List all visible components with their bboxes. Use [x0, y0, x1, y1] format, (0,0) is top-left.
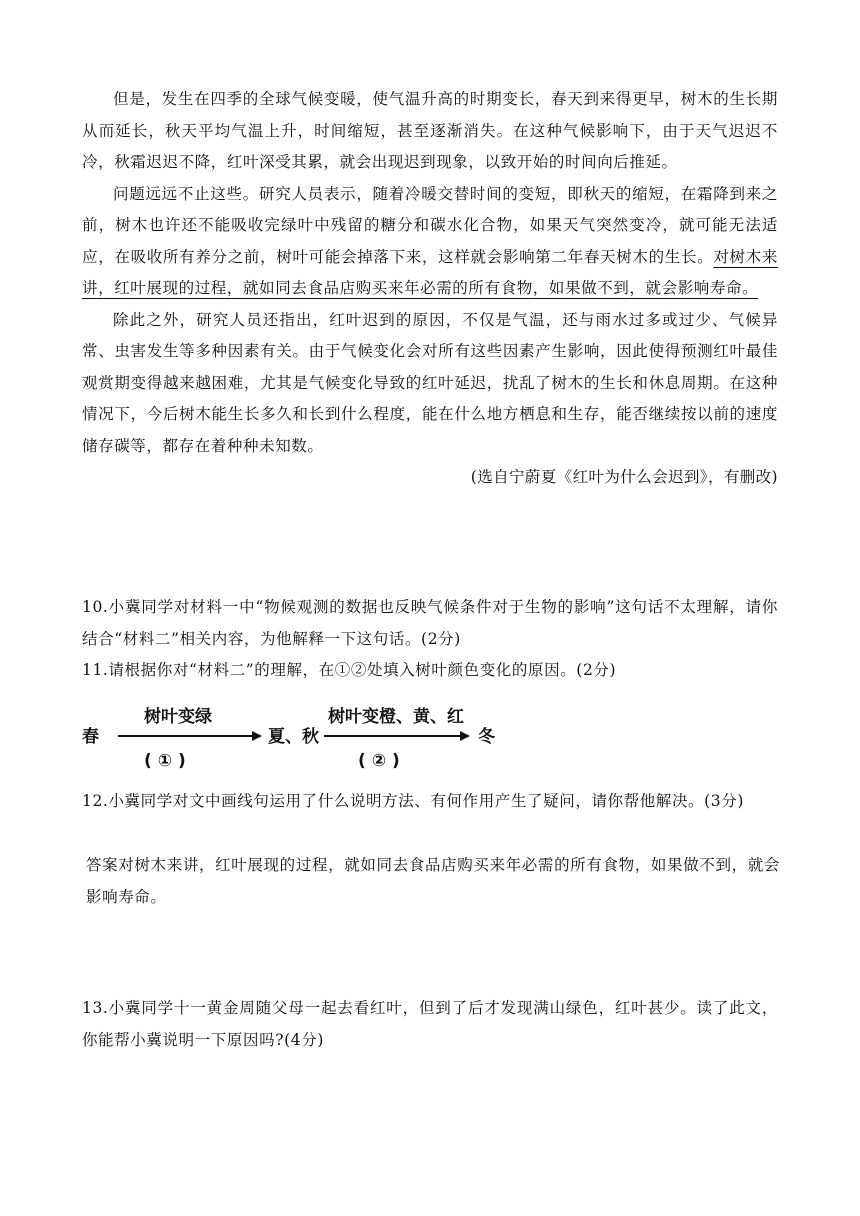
paragraph: 但是，发生在四季的全球气候变暖，使气温升高的时期变长，春天到来得更早，树木的生长期从而延长，秋天平均气温上升，时间缩短，甚至逐渐消失。在这种气候影响下，由于天气迟迟不冷，秋霜迟迟不降，红叶深受其累，就会出现迟到现象，以致开始的时间向后推延。 [82, 90, 778, 171]
source-citation: (选自宁蔚夏《红叶为什么会迟到》，有删改) [470, 468, 778, 486]
summer-autumn-label: 夏、秋 [268, 727, 319, 747]
paragraph-text: 问题远远不止这些。研究人员表示，随着冷暖交替时间的变短，即秋天的缩短，在霜降到来之前，树木也许还不能吸收完绿叶中残留的糖分和碳水化合物，如果天气突然变冷，就可能无法适应，在吸收所有养分之前，树叶可能会掉落下来，这样就会影响第二年春天树木的生长。 [82, 184, 778, 266]
spring-label: 春 [82, 727, 99, 747]
blank-1: ( ① ) [144, 751, 186, 771]
question-12: 12.小冀同学对文中画线句运用了什么说明方法、有何作用产生了疑问，请你帮他解决。(3分) [82, 792, 745, 810]
underlined-sentence: 对树木来讲，红叶展现的过程，就如同去食品店购买来年必需的所有食物，如果做不到，就会影响寿命。 [82, 247, 778, 297]
leaf-color-diagram [82, 692, 522, 776]
winter-label: 冬 [478, 727, 495, 747]
label-leaves-green: 树叶变绿 [144, 707, 212, 727]
blank-2: ( ② ) [358, 751, 400, 771]
label-leaves-colors: 树叶变橙、黄、红 [328, 707, 464, 727]
arrow-head-1 [252, 731, 262, 741]
arrow-head-2 [460, 731, 470, 741]
question-13: 13.小冀同学十一黄金周随父母一起去看红叶，但到了后才发现满山绿色，红叶甚少。读了此文，你能帮小冀说明一下原因吗?(4分) [82, 999, 778, 1049]
paragraph: 除此之外，研究人员还指出，红叶迟到的原因，不仅是气温，还与雨水过多或过少、气候异常、虫害发生等多种因素有关。由于气候变化会对所有这些因素产生影响，因此使得预测红叶最佳观赏期变得越来越困难，尤其是气候变化导致的红叶延迟，扰乱了树木的生长和休息周期。在这种情况下，今后树木能生长多久和长到什么程度，能在什么地方栖息和生存，能否继续按以前的速度储存碳等，都存在着种种未知数。 [82, 310, 778, 455]
paragraph [82, 179, 778, 305]
question-12-answer: 答案对树木来讲，红叶展现的过程，就如同去食品店购买来年必需的所有食物，如果做不到，就会影响寿命。 [86, 856, 780, 906]
question-10: 10.小冀同学对材料一中“物候观测的数据也反映气候条件对于生物的影响”这句话不太理解，请你结合“材料二”相关内容，为他解释一下这句话。(2分) [82, 598, 778, 648]
question-11: 11.请根据你对“材料二”的理解，在①②处填入树叶颜色变化的原因。(2分) [82, 661, 617, 679]
passage [82, 84, 778, 494]
